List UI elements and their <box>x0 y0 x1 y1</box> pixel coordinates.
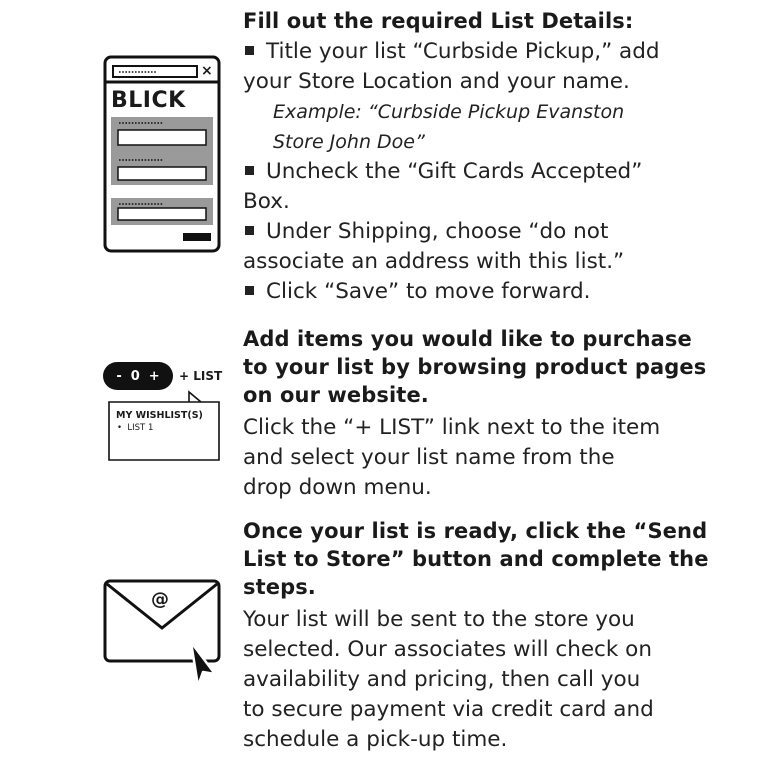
step1-bullet-save: Click “Save” to move forward. <box>243 277 753 307</box>
step2-heading: Add items you would like to purchase <box>243 327 692 351</box>
blick-logo: BLICK <box>111 88 186 113</box>
plus-icon: + <box>148 368 160 384</box>
step1-example: Example: “Curbside Pickup Evanston <box>273 101 625 123</box>
step2-heading-line3: on our website. <box>243 383 429 407</box>
step2-section <box>243 325 753 503</box>
step1-example-cont: Store John Doe” <box>273 131 425 153</box>
step1-bullet-giftcards: Uncheck the “Gift Cards Accepted” <box>243 157 753 187</box>
step2-body-line2: and select your list name from the <box>243 445 615 470</box>
at-sign: @ <box>151 589 169 610</box>
step3-heading-line3: steps. <box>243 575 316 599</box>
add-to-list-icon <box>103 362 228 462</box>
wishlist-dropdown-item: • LIST 1 <box>117 423 154 433</box>
step3-body-line2: selected. Our associates will check on <box>243 637 652 662</box>
step3-body-line4: to secure payment via credit card and <box>243 697 654 722</box>
step3-body: Your list will be sent to the store you <box>243 607 635 632</box>
step3-section <box>243 517 753 755</box>
step1-bullet-title-cont: your Store Location and your name. <box>243 69 630 94</box>
step1-bullet-shipping: Under Shipping, choose “do not <box>243 217 753 247</box>
step3-body-line3: availability and pricing, then call you <box>243 667 641 692</box>
minus-icon: - <box>116 368 122 384</box>
stepper-value: 0 <box>130 368 140 384</box>
email-envelope-icon <box>103 578 225 690</box>
step3-body-line5: schedule a pick-up time. <box>243 727 508 752</box>
phone-form-icon <box>103 55 221 255</box>
step2-heading-line2: to your list by browsing product pages <box>243 355 707 379</box>
step1-heading: Fill out the required List Details: <box>243 9 634 33</box>
step2-body: Click the “+ LIST” link next to the item <box>243 415 661 440</box>
step2-body-line3: drop down menu. <box>243 475 432 500</box>
step1-bullet-shipping-cont: associate an address with this list.” <box>243 249 625 274</box>
step1-bullet-title: Title your list “Curbside Pickup,” add <box>243 37 753 67</box>
step1-section <box>243 7 753 307</box>
add-list-link: + LIST <box>179 369 223 383</box>
close-icon: × <box>201 63 213 79</box>
step1-bullet-giftcards-cont: Box. <box>243 189 290 214</box>
wishlist-dropdown-title: MY WISHLIST(S) <box>116 410 203 421</box>
step3-heading: Once your list is ready, click the “Send <box>243 519 708 543</box>
step3-heading-line2: List to Store” button and complete the <box>243 547 709 571</box>
